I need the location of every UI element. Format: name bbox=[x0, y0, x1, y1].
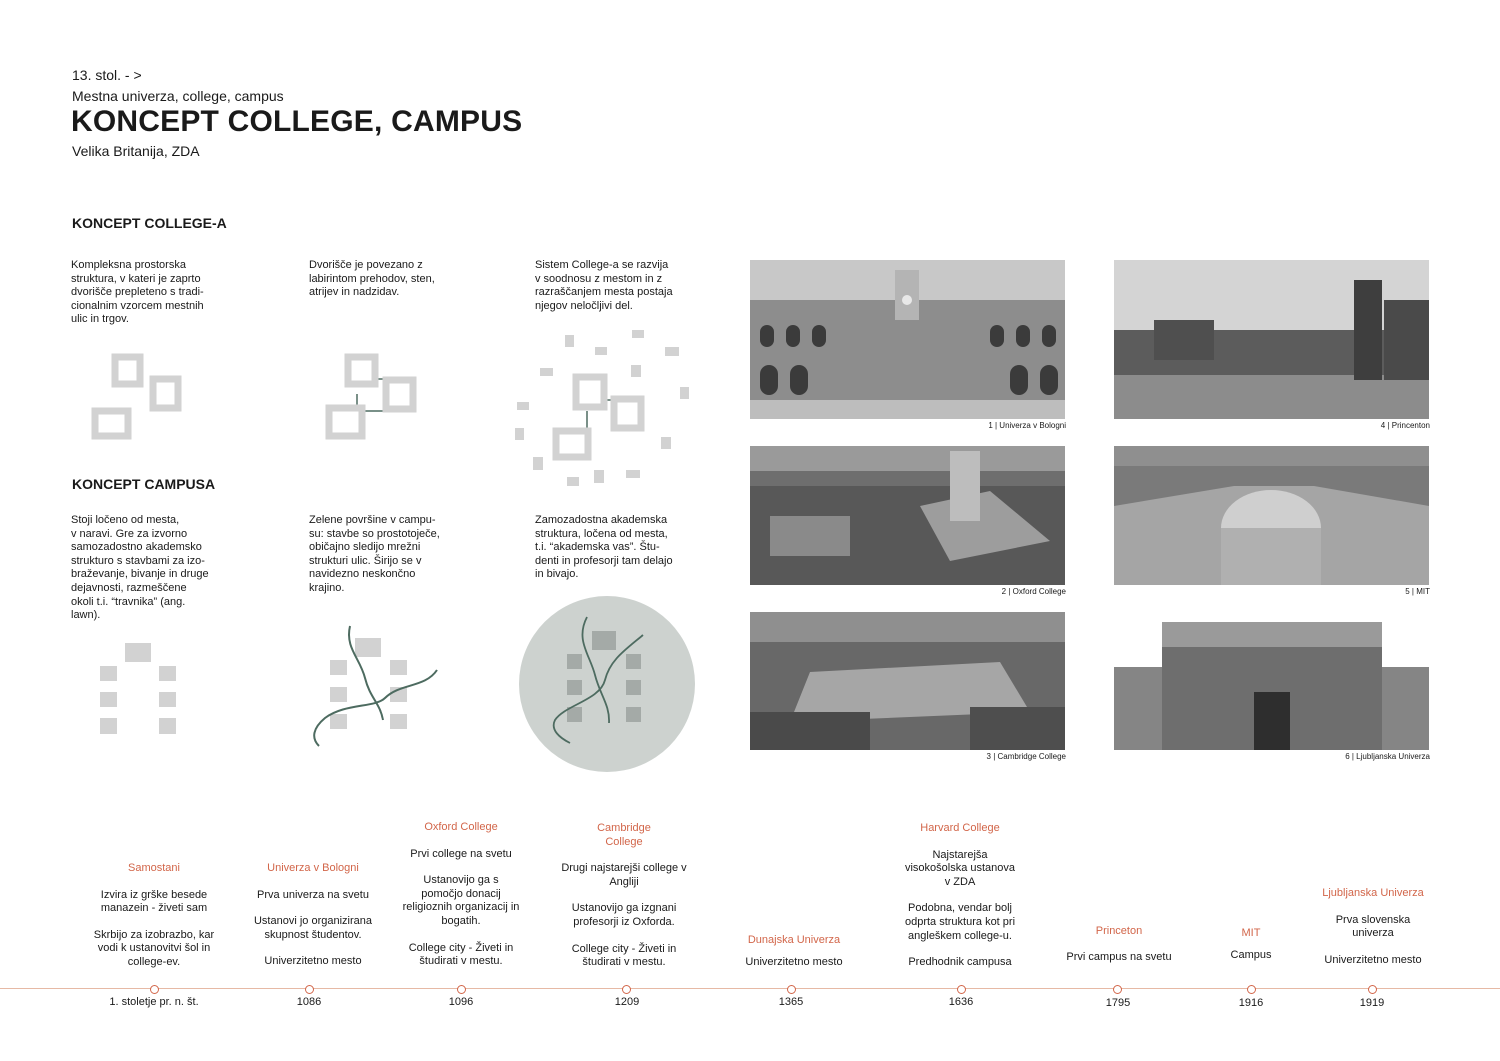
event-desc: Najstarejša visokošolska ustanova v ZDA bbox=[904, 848, 1016, 888]
college-diagram-connected bbox=[320, 345, 430, 445]
event-desc: Prvi college na svetu bbox=[410, 847, 512, 860]
timeline-year: 1916 bbox=[1238, 997, 1264, 1009]
page-title: KONCEPT COLLEGE, CAMPUS bbox=[71, 105, 523, 138]
college-diagram-city bbox=[510, 325, 695, 495]
caption-2: 2 | Oxford College bbox=[1001, 587, 1066, 596]
timeline-year: 1. stoletje pr. n. št. bbox=[109, 996, 199, 1008]
photo-mit bbox=[1114, 446, 1429, 585]
college-text-3: Sistem College-a se razvija v soodnosu z mestom in z razraščanjem mesta postaja njegov neločljivi del. bbox=[535, 259, 673, 312]
event-desc: Prvi campus na svetu bbox=[1066, 950, 1172, 963]
event-mit bbox=[1206, 927, 1296, 962]
event-desc: Ustanovijo ga izgnani profesorji iz Oxforda. bbox=[571, 902, 677, 928]
subtitle: Mestna univerza, college, campus bbox=[72, 88, 284, 104]
timeline-marker bbox=[787, 985, 796, 994]
event-desc: Univerzitetno mesto bbox=[745, 955, 843, 968]
event-desc: Izvira iz grške besede manazein - živeti sam bbox=[100, 888, 208, 915]
event-desc: Drugi najstarejši college v Angliji bbox=[561, 862, 687, 888]
timeline-year: 1096 bbox=[448, 996, 474, 1008]
event-ljubljana bbox=[1303, 887, 1443, 967]
caption-6: 6 | Ljubljanska Univerza bbox=[1345, 752, 1430, 761]
timeline-marker bbox=[150, 985, 159, 994]
caption-5: 5 | MIT bbox=[1405, 587, 1430, 596]
event-desc: College city - Živeti in študirati v mestu. bbox=[571, 942, 677, 969]
century-label: 13. stol. - > bbox=[72, 67, 142, 83]
timeline-marker bbox=[305, 985, 314, 994]
timeline-year: 1919 bbox=[1359, 997, 1385, 1009]
timeline-marker bbox=[457, 985, 466, 994]
event-desc: Ustanovi jo organizirana skupnost študentov. bbox=[253, 915, 372, 941]
campus-text-3: Zamozadostna akademska struktura, ločena od mesta, t.i. “akademska vas”. Štu- denti in profesorji tam delajo in bivajo. bbox=[535, 514, 673, 581]
event-samostani bbox=[84, 862, 224, 970]
timeline-marker bbox=[1368, 985, 1377, 994]
campus-diagram-lawn bbox=[95, 640, 185, 740]
timeline-year: 1086 bbox=[296, 996, 322, 1008]
event-vienna bbox=[724, 934, 864, 969]
timeline-marker bbox=[622, 985, 631, 994]
photo-bologna bbox=[750, 260, 1065, 419]
photo-oxford bbox=[750, 446, 1065, 585]
photo-princeton bbox=[1114, 260, 1429, 419]
event-oxford bbox=[391, 821, 531, 969]
event-desc: Prva slovenska univerza bbox=[1335, 913, 1411, 940]
event-name: Harvard College bbox=[920, 822, 1000, 834]
photo-cambridge bbox=[750, 612, 1065, 750]
event-desc: Skrbijo za izobrazbo, kar vodi k ustanovitvi šol in college-ev. bbox=[93, 928, 215, 968]
campus-text-2: Zelene površine v campu- su: stavbe so prostotoječe, običajno sledijo mrežni strukturi ulic. Širijo se v navidezno neskončno krajino. bbox=[309, 514, 440, 594]
event-desc: Ustanovijo ga s pomočjo donacij religioznih organizacij in bogatih. bbox=[402, 874, 520, 927]
event-name: Oxford College bbox=[424, 821, 498, 833]
event-name: Dunajska Univerza bbox=[747, 934, 841, 946]
timeline-line bbox=[0, 988, 1500, 989]
event-name: Samostani bbox=[128, 862, 180, 874]
event-name: Cambridge College bbox=[597, 822, 651, 848]
event-harvard bbox=[890, 822, 1030, 970]
campus-text-1: Stoji ločeno od mesta, v naravi. Gre za izvorno samozadostno akademsko strukturo s stavbami za izo- braževanje, bivanje in druge dejavnosti, razmeščene okoli t.i. “travnika” (ang. lawn). bbox=[71, 514, 209, 622]
event-name: Univerza v Bologni bbox=[267, 862, 359, 874]
caption-4: 4 | Princenton bbox=[1380, 421, 1430, 430]
event-desc: Campus bbox=[1230, 948, 1272, 961]
campus-diagram-green bbox=[305, 618, 445, 753]
event-name: Ljubljanska Univerza bbox=[1322, 887, 1424, 899]
timeline-year: 1365 bbox=[778, 996, 804, 1008]
timeline-marker bbox=[1113, 985, 1122, 994]
college-text-2: Dvorišče je povezano z labirintom prehodov, sten, atrijev in nadzidav. bbox=[309, 259, 435, 299]
event-desc: Podobna, vendar bolj odprta struktura kot pri angleškem college-u. bbox=[904, 902, 1016, 942]
event-desc: Predhodnik campusa bbox=[908, 956, 1012, 969]
event-desc: Prva univerza na svetu bbox=[257, 888, 369, 901]
event-princeton bbox=[1049, 925, 1189, 964]
event-name: MIT bbox=[1241, 927, 1261, 939]
event-cambridge bbox=[554, 822, 694, 970]
timeline-marker bbox=[957, 985, 966, 994]
campus-diagram-village bbox=[515, 595, 700, 777]
event-desc: Univerzitetno mesto bbox=[1324, 953, 1422, 966]
event-desc: Univerzitetno mesto bbox=[264, 955, 362, 968]
college-diagram-courtyards bbox=[85, 345, 195, 445]
college-heading: KONCEPT COLLEGE-A bbox=[72, 215, 227, 231]
country-label: Velika Britanija, ZDA bbox=[72, 143, 200, 159]
timeline-year: 1209 bbox=[614, 996, 640, 1008]
event-name: Princeton bbox=[1095, 925, 1143, 937]
timeline-marker bbox=[1247, 985, 1256, 994]
caption-1: 1 | Univerza v Bologni bbox=[988, 421, 1066, 430]
timeline-year: 1636 bbox=[948, 996, 974, 1008]
event-desc: College city - Živeti in študirati v mestu. bbox=[408, 941, 514, 968]
timeline-year: 1795 bbox=[1105, 997, 1131, 1009]
campus-heading: KONCEPT CAMPUSA bbox=[72, 476, 216, 492]
college-text-1: Kompleksna prostorska struktura, v kateri je zaprto dvorišče prepleteno s tradi- cionalnim vzorcem mestnih ulic in trgov. bbox=[71, 259, 204, 326]
photo-ljubljana bbox=[1114, 612, 1429, 750]
event-bologna bbox=[243, 862, 383, 969]
caption-3: 3 | Cambridge College bbox=[986, 752, 1066, 761]
